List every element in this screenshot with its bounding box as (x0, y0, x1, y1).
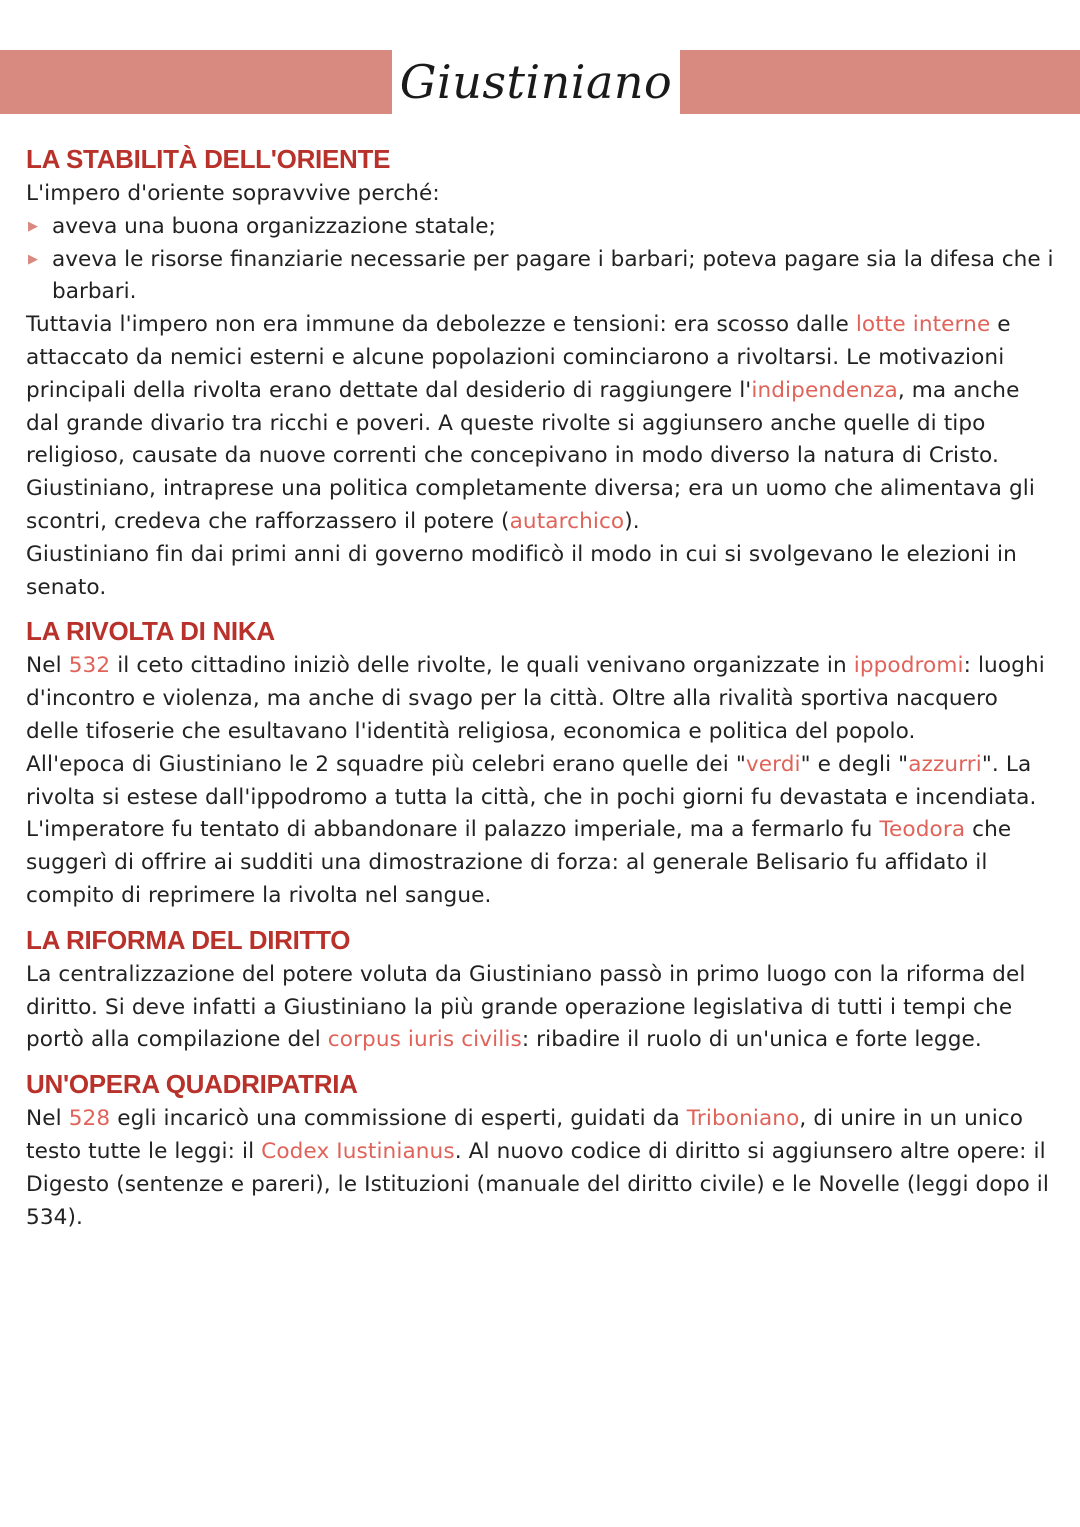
section-heading: LA STABILITÀ DELL'ORIENTE (26, 144, 391, 174)
paragraph: Giustiniano fin dai primi anni di governo modificò il modo in cui si svolgevano le elezioni in senato. (26, 541, 1017, 600)
highlight-term: autarchico (509, 508, 625, 534)
highlight-term: 532 (68, 653, 111, 679)
highlight-term: verdi (745, 751, 801, 777)
highlight-term: Teodora (879, 817, 966, 843)
text: , ma anche dal grande divario tra ricchi e poveri. A queste rivolte si aggiunsero anche quelle di tipo religioso, causate da nuove correnti che concepivano in modo diverso la natura di Cristo. (26, 377, 1020, 469)
paragraph (26, 749, 1056, 913)
highlight-term: corpus iuris civilis (327, 1027, 522, 1053)
text: Giustiniano, intraprese una politica completamente diversa; era un uomo che alimentava gli scontri, credeva che rafforzassero il potere ( (26, 476, 1035, 534)
text: La centralizzazione del potere voluta da Giustiniano passò in primo luogo con la riforma del diritto. Si deve infatti a Giustiniano la più grande operazione legislativa di tutti i tempi che portò alla compilazione del (26, 961, 1026, 1053)
title-band-right (680, 50, 1080, 114)
bullet-list (26, 211, 1056, 309)
text: egli incaricò una commissione di esperti, guidati da (110, 1106, 687, 1132)
bullet-item (26, 244, 1056, 310)
text: il ceto cittadino iniziò delle rivolte, le quali venivano organizzate in (110, 653, 854, 679)
highlight-term: ippodromi (853, 653, 964, 679)
section-heading: UN'OPERA QUADRIPATRIA (26, 1069, 358, 1100)
page-title: Giustiniano (399, 55, 673, 109)
text: Tuttavia l'impero non era immune da debolezze e tensioni: era scosso dalle (26, 312, 856, 338)
highlight-term: indipendenza (751, 377, 898, 403)
paragraph (26, 309, 1056, 473)
text: All'epoca di Giustiniano le 2 squadre più celebri erano quelle dei " (26, 751, 746, 777)
text: che suggerì di offrire ai sudditi una dimostrazione di forza: al generale Belisario fu affidato il compito di reprimere la rivolta nel sangue. (26, 817, 1012, 908)
bullet-text: aveva le risorse finanziarie necessarie per pagare i barbari; poteva pagare sia la difesa che i barbari. (52, 246, 1054, 305)
section-intro: L'impero d'oriente sopravvive perché: (26, 181, 440, 206)
text: e attaccato da nemici esterni e alcune popolazioni cominciarono a rivoltarsi. Le motivazioni principali della rivolta erano dettate dal desiderio di raggiungere l' (26, 312, 1011, 403)
section-heading: LA RIFORMA DEL DIRITTO (26, 924, 351, 955)
bullet-text: aveva una buona organizzazione statale; (52, 213, 496, 239)
bullet-arrow-icon: ▶ (28, 251, 38, 267)
text: ". La rivolta si estese dall'ippodromo a tutta la città, che in pochi giorni fu devastata e incendiata. L'imperatore fu tentato di abbandonare il palazzo imperiale, ma a fermarlo fu (26, 751, 1037, 843)
title-band (0, 50, 1080, 114)
text: Nel (26, 653, 69, 679)
highlight-term: 528 (68, 1106, 111, 1132)
text: . Al nuovo codice di diritto si aggiunsero altre opere: il Digesto (sentenze e pareri), le Istituzioni (manuale del diritto civile) e le Novelle (leggi dopo il 534). (26, 1138, 1049, 1230)
paragraph (26, 650, 1056, 748)
highlight-term: lotte interne (855, 312, 991, 338)
highlight-term: azzurri (908, 751, 982, 777)
text: , di unire in un unico testo tutte le leggi: il (26, 1106, 1024, 1164)
section-stabilita-oriente (26, 140, 1056, 604)
section-riforma-diritto (26, 921, 1056, 1057)
text: " e degli " (800, 751, 909, 777)
highlight-term: Triboniano (686, 1106, 800, 1132)
paragraph (26, 473, 1056, 539)
bullet-arrow-icon: ▶ (28, 218, 38, 234)
text: : ribadire il ruolo di un'unica e forte legge. (521, 1027, 982, 1053)
section-opera-quadripatria (26, 1065, 1056, 1234)
text: : luoghi d'incontro e violenza, ma anche di svago per la città. Oltre alla rivalità sportiva nacquero delle tifoserie che esultavano l'identità religiosa, economica e politica del popolo. (26, 653, 1045, 744)
highlight-term: Codex Iustinianus (261, 1138, 455, 1164)
section-rivolta-nika (26, 612, 1056, 912)
bullet-item (26, 211, 1056, 244)
text: Nel (26, 1106, 69, 1132)
text: ). (624, 508, 640, 534)
section-heading: LA RIVOLTA DI NIKA (26, 616, 275, 647)
paragraph (26, 1103, 1056, 1234)
document-body (26, 140, 1056, 1234)
title-band-left (0, 50, 392, 114)
paragraph (26, 959, 1056, 1057)
